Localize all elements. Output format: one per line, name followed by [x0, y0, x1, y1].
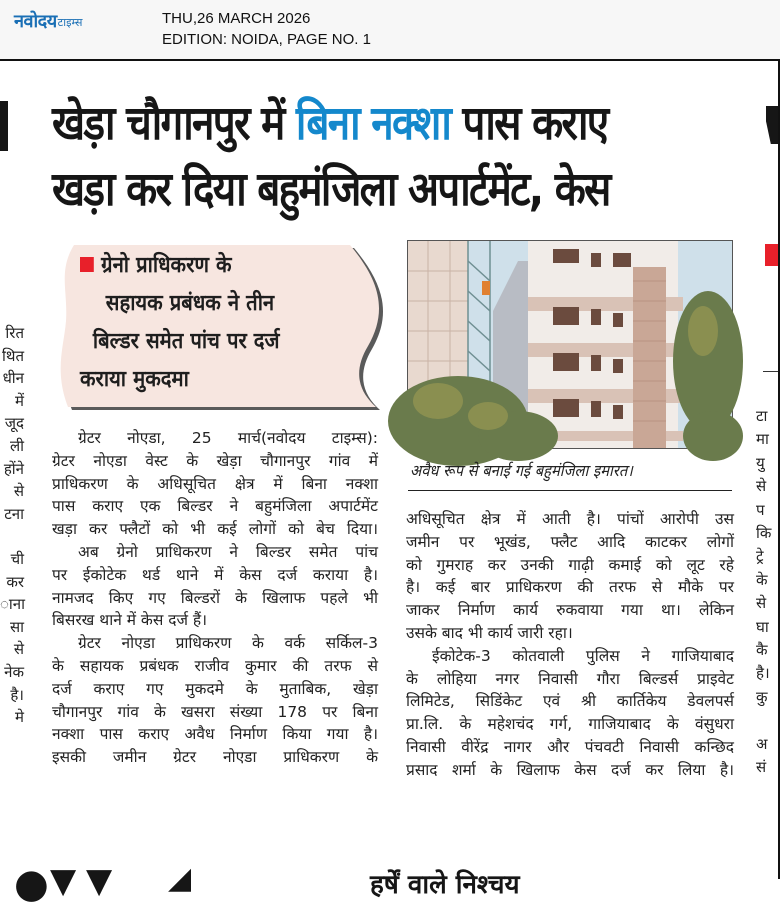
red-square-bullet-icon: [80, 257, 94, 272]
fragment-line: के: [756, 570, 768, 589]
fragment-line: नेक: [4, 662, 24, 681]
fragment-gap: [756, 709, 778, 732]
fragment-line: धीन: [2, 369, 24, 388]
fragment-line: प: [756, 500, 765, 519]
article-line: लिमिटेड, सिडिंकेट एवं श्री कार्तिकेय डेवलपर्स: [406, 692, 734, 711]
fragment-line: मे: [15, 708, 24, 727]
article-line: अधिसूचित क्षेत्र में आती है। पांचों आरोपी उस: [406, 510, 734, 528]
article-line: नक्शा पास कराए अवैध निर्माण किया गया है।: [52, 725, 378, 744]
article-line: निवासी वीरेंद्र नागर और पंचवटी निवासी कन्छिद: [406, 737, 734, 756]
fragment-line: ाना: [0, 595, 26, 614]
article-line: बिसरख थाने में केस दर्ज हैं।: [52, 611, 208, 630]
subheading-line-text: ग्रेनो प्राधिकरण के: [101, 253, 232, 278]
fragment-line: है।: [756, 664, 770, 683]
fragment-line: कै: [756, 641, 768, 660]
building-photo-illustration: [408, 241, 732, 448]
adjacent-article-right-fragment: [756, 405, 778, 780]
article-line: चौगानपुर गांव के खसरा संख्या 178 पर बिना: [52, 702, 378, 721]
fragment-line: ली: [9, 436, 24, 455]
article-line: अब ग्रेनो प्राधिकरण ने बिल्डर समेत पांच: [78, 542, 378, 561]
fragment-line: जूद: [4, 414, 24, 433]
article-line: ईकोटेक-3 कोतवाली पुलिस ने गाजियाबाद: [432, 646, 734, 665]
fragment-line: से: [13, 640, 24, 659]
fragment-line: कर: [6, 572, 24, 591]
article-column-left: [52, 427, 378, 769]
fragment-gap: [0, 525, 24, 548]
fragment-line: है।: [10, 685, 24, 704]
edition-date: THU,26 MARCH 2026: [162, 10, 311, 27]
adjacent-article-left-fragment: [0, 322, 24, 729]
fragment-line: टा: [756, 407, 768, 425]
article-line: प्राधिकरण के अधिसूचित क्षेत्र में बिना नक्शा: [52, 474, 378, 493]
newspaper-logo[interactable]: [14, 9, 82, 33]
article-line: के लोहिया नगर निवासी गौरा बिल्डर्स प्राइवेट: [406, 669, 734, 688]
subheading-line: कराया मुकदमा: [80, 367, 189, 392]
headline-glyph-fragment: ●: [14, 861, 49, 907]
article-line: पर ईकोटेक थर्ड थाने में केस दर्ज कराया है।: [52, 565, 378, 584]
fragment-line: सा: [9, 617, 24, 636]
subheading-line: सहायक प्रबंधक ने तीन: [105, 291, 275, 316]
article-line: दर्ज कराए गए मुकदमे के मुताबिक, खेड़ा: [52, 679, 378, 698]
fragment-line: रित: [5, 324, 24, 342]
adjacent-red-bullet-icon: [765, 244, 778, 266]
article-line: उसके बाद भी कार्य जारी रहा।: [406, 623, 573, 642]
fragment-line: ट्रे: [756, 547, 764, 566]
photo-caption: अवैध रूप से बनाई गई बहुमंजिला इमारत।: [410, 461, 633, 480]
fragment-line: थित: [1, 346, 24, 365]
fragment-line: यु: [756, 453, 765, 472]
headline-line-1: [52, 91, 645, 157]
article-line: है। कई बार प्राधिकरण की तरफ से मौके पर: [406, 578, 734, 597]
article-column-right: [406, 508, 734, 782]
logo-sub-text: टाइम्स: [57, 16, 83, 29]
headline-glyph-fragment: ▼: [86, 861, 113, 901]
headline-glyph-fragment: ▼: [50, 861, 77, 901]
article-subheading-box: [58, 241, 378, 409]
headline-text: पास कराए: [450, 96, 608, 151]
article-line: को गुमराह कर उनकी गाढ़ी कमाई को लूट रहे: [406, 555, 734, 574]
headline-text: खेड़ा चौगानपुर में: [52, 96, 296, 151]
adjacent-headline-fragment-left: [0, 101, 8, 151]
fragment-line: से: [756, 477, 767, 496]
fragment-line: से: [756, 594, 767, 613]
article-line: प्रसाद शर्मा के खिलाफ केस दर्ज कर लिया है।: [406, 760, 734, 779]
adjacent-divider: [763, 371, 778, 372]
fragment-line: ची: [10, 549, 24, 568]
article-line: प्रा.लि. के महेशचंद गर्ग, गाजियाबाद के वंसुधरा: [406, 715, 734, 734]
article-line: ग्रेटर नोएडा वेस्ट के खेड़ा चौगानपुर गांव में: [52, 451, 378, 470]
article-line: इसकी जमीन ग्रेटर नोएडा प्राधिकरण के: [52, 748, 378, 767]
article-line: पास कराए एक बिल्डर ने बहुमंजिला अपार्टमेंट: [52, 497, 378, 516]
fragment-line: होंने: [3, 459, 24, 478]
fragment-line: कु: [756, 687, 768, 706]
headline-glyph-fragment: ◢: [168, 861, 192, 896]
fragment-line: अ: [756, 734, 768, 753]
fragment-line: टना: [4, 504, 24, 523]
headline-line-2: खड़ा कर दिया बहुमंजिला अपार्टमेंट, केस: [52, 162, 610, 217]
article-line: के सहायक प्रबंधक राजीव कुमार की तरफ से: [52, 656, 378, 675]
adjacent-headline-fragment-right: [766, 106, 778, 144]
subheading-line: बिल्डर समेत पांच पर दर्ज: [92, 329, 280, 354]
next-headline-fragment: [0, 851, 778, 907]
fragment-line: मा: [756, 430, 769, 449]
article-line: जाकर निर्माण कार्य रुकवाया गया था। लेकिन: [406, 601, 734, 620]
article-line: जमीन पर भूखंड, फ्लैट आदि काटकर लोगों: [406, 532, 734, 551]
fragment-line: सं: [756, 758, 767, 777]
edition-page: EDITION: NOIDA, PAGE NO. 1: [162, 31, 371, 48]
article-line: नामजद किए गए बिल्डरों के खिलाफ पहले भी: [52, 588, 378, 607]
logo-main-text: नवोदय: [14, 11, 57, 32]
subheading-text: [80, 247, 356, 399]
fragment-line: में: [15, 391, 24, 410]
fragment-line: से: [13, 482, 24, 501]
article-line: ग्रेटर नोएडा, 25 मार्च(नवोदय टाइम्स):: [78, 429, 378, 447]
article-line: खड़ा कर फ्लैटों को भी कई लोगों को बेच दिया।: [52, 520, 378, 539]
epaper-header-bar: [0, 0, 780, 61]
edition-info: [162, 8, 371, 50]
fragment-line: घा: [756, 617, 769, 636]
caption-divider: [408, 490, 732, 491]
article-photo[interactable]: [407, 240, 733, 449]
headline-highlight: बिना नक्शा: [295, 96, 451, 151]
subheading-line: [80, 247, 356, 285]
article-headline: [52, 91, 645, 223]
article-line: ग्रेटर नोएडा प्राधिकरण के वर्क सर्किल-3: [78, 634, 378, 653]
next-headline-text: हर्षें वाले निश्चय: [370, 870, 520, 900]
newspaper-page-clip: [0, 61, 780, 907]
fragment-line: कि: [756, 524, 772, 543]
